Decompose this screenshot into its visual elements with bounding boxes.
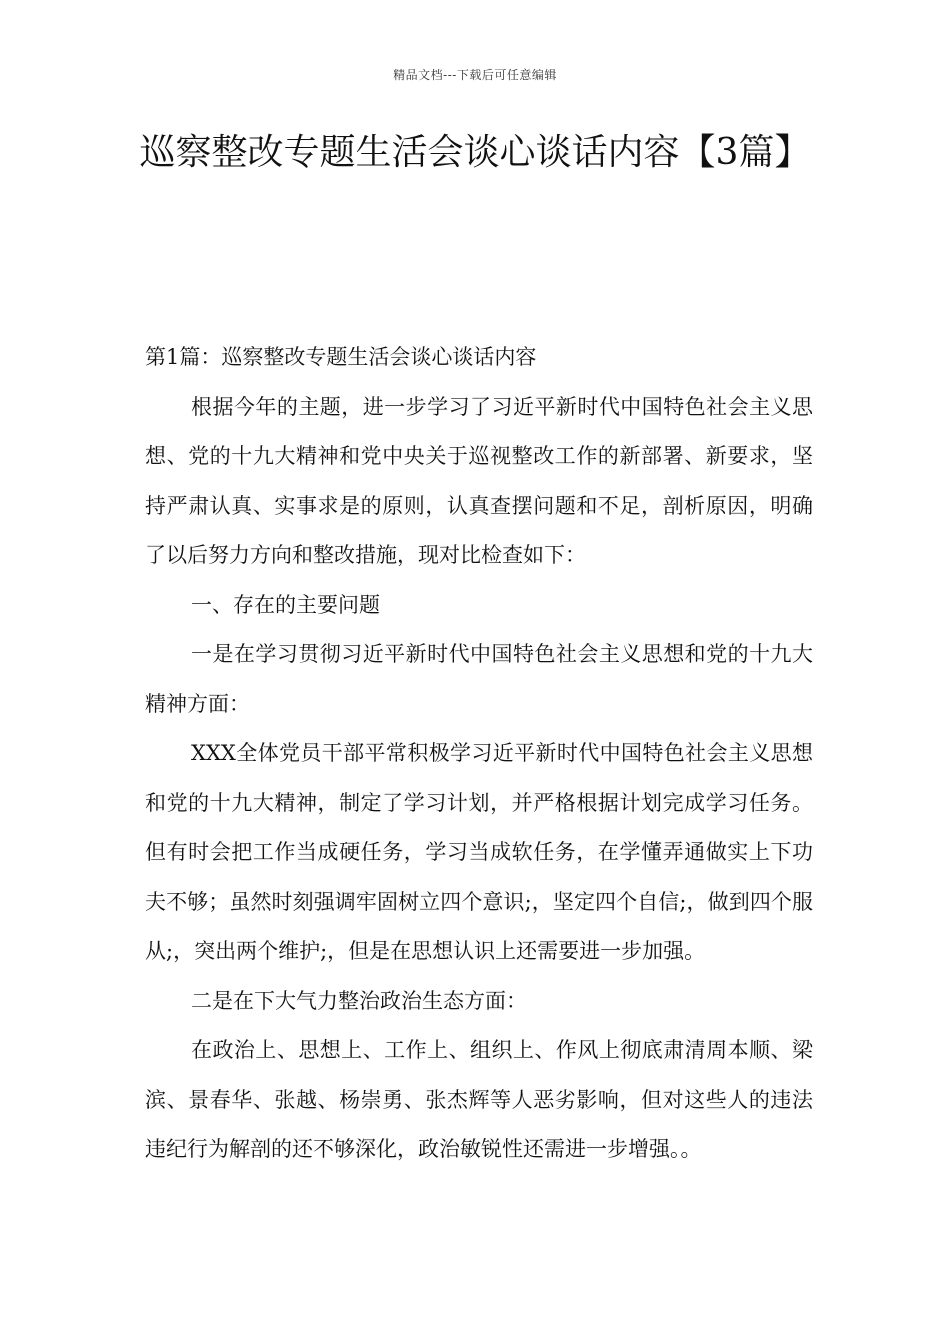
paragraph-point-two-heading: 二是在下大气力整治政治生态方面： — [191, 988, 527, 1013]
paragraph-point-one-body: XXX全体党员干部平常积极学习近平新时代中国特色社会主义思想和党的十九大精神，制定了学习计划，并严格根据计划完成学习任务。但有时会把工作当成硬任务，学习当成软任务，在学懂弄通做实上下功夫不够；虽然时刻强调牢固树立四个意识;，坚定四个自信;，做到四个服从;，突出两个维护;，但是在思想认识上还需要进一步加强。 — [145, 741, 813, 963]
paragraph-point-two-body: 在政治上、思想上、工作上、组织上、作风上彻底肃清周本顺、梁滨、景春华、张越、杨崇勇、张杰辉等人恶劣影响，但对这些人的违法违纪行为解剖的还不够深化，政治敏锐性还需进一步增强。。 — [145, 1038, 813, 1161]
document-body — [145, 333, 813, 1175]
paragraph-intro: 根据今年的主题，进一步学习了习近平新时代中国特色社会主义思想、党的十九大精神和党中央关于巡视整改工作的新部署、新要求，坚持严肃认真、实事求是的原则，认真查摆问题和不足，剖析原因，明确了以后努力方向和整改措施，现对比检查如下： — [145, 394, 813, 567]
document-title: 巡察整改专题生活会谈心谈话内容【3篇】 — [139, 132, 811, 173]
header-note: 精品文档---下载后可任意编辑 — [393, 68, 557, 82]
paragraph-point-one-heading: 一是在学习贯彻习近平新时代中国特色社会主义思想和党的十九大精神方面： — [145, 642, 813, 716]
section-heading: 第1篇：巡察整改专题生活会谈心谈话内容 — [145, 345, 537, 369]
subheading-main-problems: 一、存在的主要问题 — [191, 592, 380, 617]
